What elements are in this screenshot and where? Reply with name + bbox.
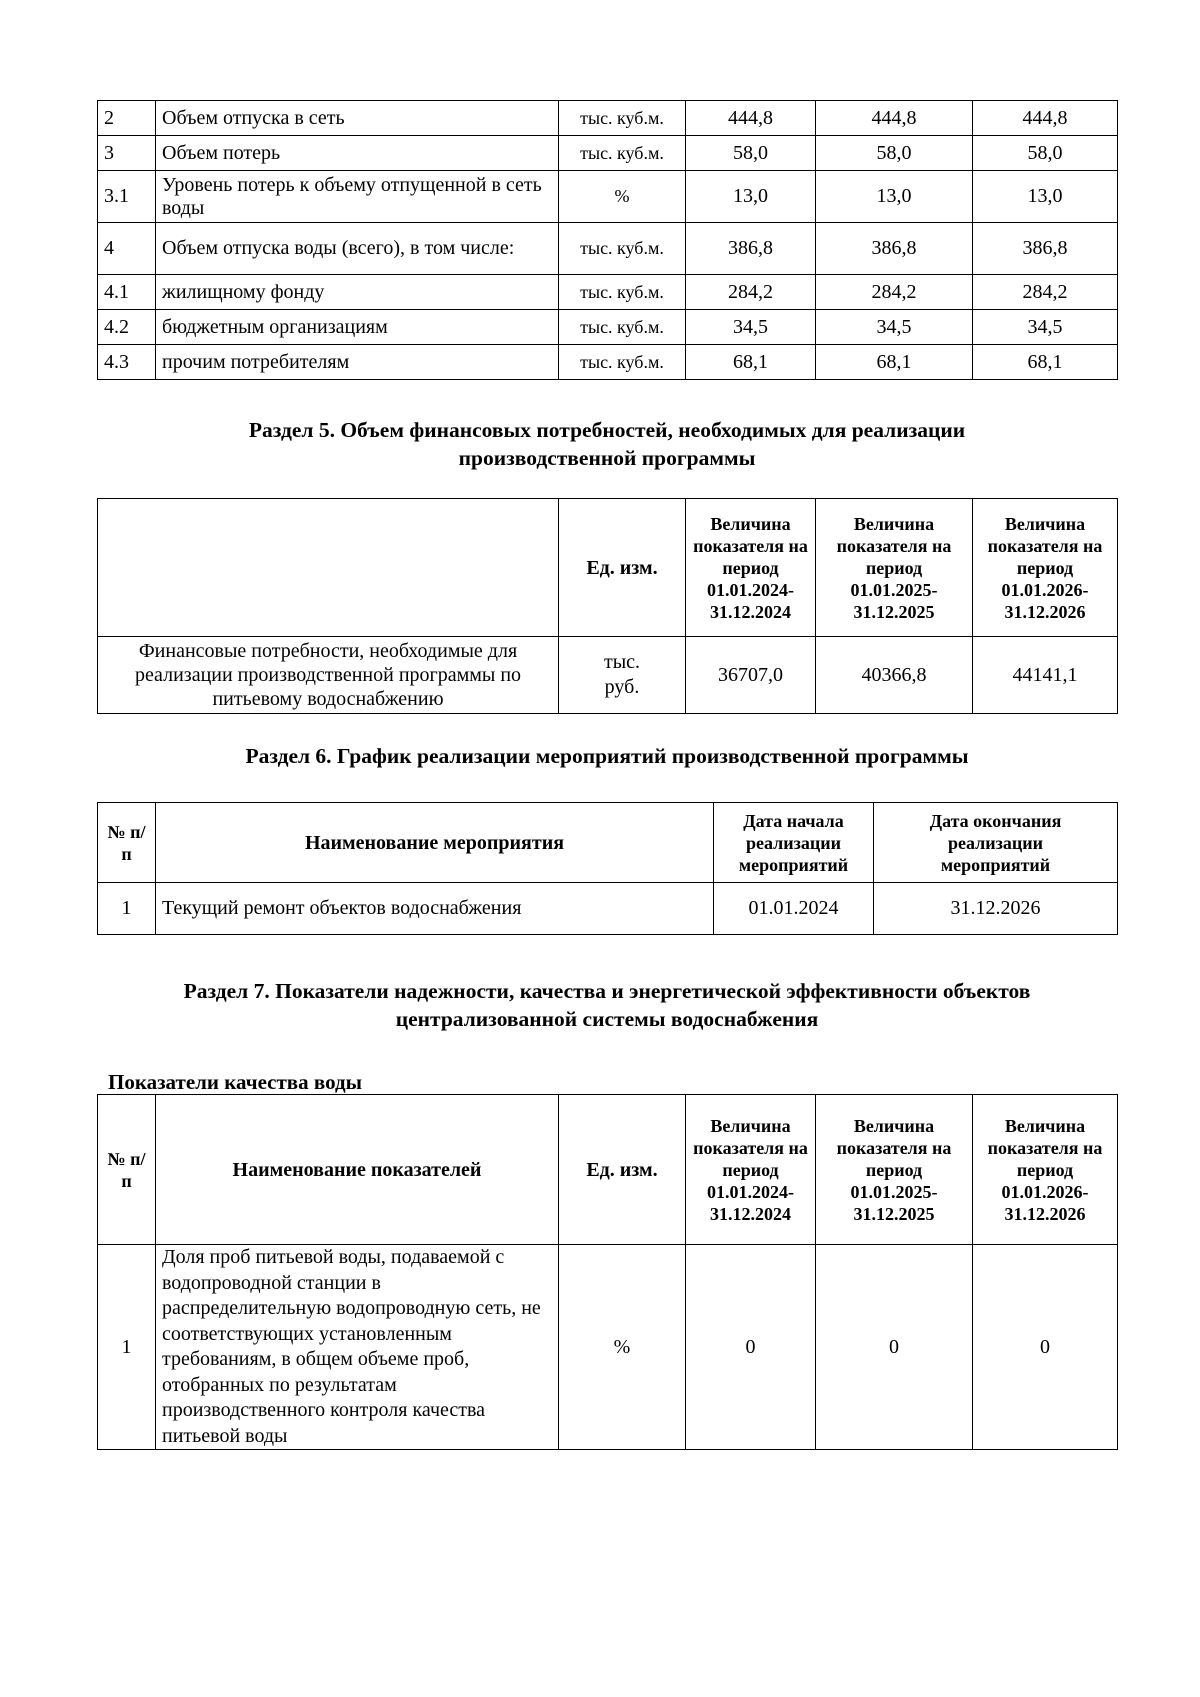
- value-2024: 36707,0: [686, 637, 816, 714]
- value-2024: 58,0: [686, 136, 816, 171]
- row-number: 4: [98, 223, 156, 275]
- value-2025: 34,5: [816, 310, 973, 345]
- start-date: 01.01.2024: [714, 883, 874, 935]
- table-row: [98, 171, 1118, 223]
- number-header: № п/п: [98, 1095, 156, 1245]
- end-date: 31.12.2026: [874, 883, 1118, 935]
- value-2026: 284,2: [973, 275, 1118, 310]
- water-quality-subtitle: Показатели качества воды: [108, 1070, 362, 1094]
- section-7-title: [97, 977, 1117, 1033]
- table-row: [98, 883, 1118, 935]
- row-number: 2: [98, 101, 156, 136]
- financial-needs-unit: тыс. руб.: [559, 637, 686, 714]
- event-name-header: Наименование мероприятия: [156, 803, 714, 883]
- indicator-name-header: Наименование показателей: [156, 1095, 559, 1245]
- unit-header: Ед. изм.: [559, 499, 686, 637]
- period-2026-header: Величина показателя на период 01.01.2026-31.12.2026: [973, 499, 1118, 637]
- row-unit: тыс. куб.м.: [559, 275, 686, 310]
- value-2024: 13,0: [686, 171, 816, 223]
- section-7-title-line-1: Раздел 7. Показатели надежности, качества и энергетической эффективности объектов: [183, 979, 1031, 1003]
- value-2024: 386,8: [686, 223, 816, 275]
- table-header-row: [98, 1095, 1118, 1245]
- period-2025-header: Величина показателя на период 01.01.2025-31.12.2025: [816, 499, 973, 637]
- financial-needs-table: [97, 498, 1118, 714]
- water-volume-table: [97, 100, 1118, 380]
- value-2024: 34,5: [686, 310, 816, 345]
- value-2025: 0: [816, 1245, 973, 1450]
- value-2025: 13,0: [816, 171, 973, 223]
- value-2026: 13,0: [973, 171, 1118, 223]
- row-unit: тыс. куб.м.: [559, 101, 686, 136]
- value-2026: 34,5: [973, 310, 1118, 345]
- table-header-row: [98, 803, 1118, 883]
- row-name: прочим потребителям: [156, 345, 559, 380]
- value-2024: 444,8: [686, 101, 816, 136]
- section-5-title-line-2: производственной программы: [458, 446, 756, 470]
- value-2026: 58,0: [973, 136, 1118, 171]
- row-number: 4.1: [98, 275, 156, 310]
- section-7-title-line-2: централизованной системы водоснабжения: [395, 1007, 819, 1031]
- table-row: [98, 345, 1118, 380]
- row-name: Объем потерь: [156, 136, 559, 171]
- row-number: 1: [98, 1245, 156, 1450]
- value-2025: 40366,8: [816, 637, 973, 714]
- value-2025: 444,8: [816, 101, 973, 136]
- value-2025: 386,8: [816, 223, 973, 275]
- value-2025: 58,0: [816, 136, 973, 171]
- value-2026: 386,8: [973, 223, 1118, 275]
- period-2024-header: Величина показателя на период 01.01.2024-31.12.2024: [686, 499, 816, 637]
- value-2025: 68,1: [816, 345, 973, 380]
- value-2024: 68,1: [686, 345, 816, 380]
- start-date-header: Дата начала реализации мероприятий: [714, 803, 874, 883]
- row-number: 4.2: [98, 310, 156, 345]
- table-row: [98, 637, 1118, 714]
- row-number: 3.1: [98, 171, 156, 223]
- row-unit: тыс. куб.м.: [559, 310, 686, 345]
- table-row: [98, 310, 1118, 345]
- period-2024-header: Величина показателя на период 01.01.2024-31.12.2024: [686, 1095, 816, 1245]
- table-row: [98, 275, 1118, 310]
- section-6-title: Раздел 6. График реализации мероприятий производственной программы: [245, 744, 969, 768]
- row-name: бюджетным организациям: [156, 310, 559, 345]
- row-unit: тыс. куб.м.: [559, 345, 686, 380]
- value-2026: 68,1: [973, 345, 1118, 380]
- period-2025-header: Величина показателя на период 01.01.2025-31.12.2025: [816, 1095, 973, 1245]
- row-name: Объем отпуска воды (всего), в том числе:: [156, 223, 559, 275]
- schedule-table: [97, 802, 1118, 935]
- table-row: [98, 101, 1118, 136]
- unit-header: Ед. изм.: [559, 1095, 686, 1245]
- table-header-row: [98, 499, 1118, 637]
- value-2024: 284,2: [686, 275, 816, 310]
- end-date-header: Дата окончания реализации мероприятий: [874, 803, 1118, 883]
- row-name: Уровень потерь к объему отпущенной в сеть воды: [156, 171, 559, 223]
- empty-header-cell: [98, 499, 559, 637]
- financial-needs-name: Финансовые потребности, необходимые для реализации производственной программы по питьевому водоснабжению: [98, 637, 559, 714]
- table-row: [98, 1245, 1118, 1450]
- indicator-name: Доля проб питьевой воды, подаваемой с водопроводной станции в распределительную водопроводную сеть, не соответствующих установленным требованиям, в общем объеме проб, отобранных по результатам производственного контроля качества питьевой воды: [156, 1245, 559, 1450]
- row-name: Объем отпуска в сеть: [156, 101, 559, 136]
- number-header: № п/п: [98, 803, 156, 883]
- table-row: [98, 136, 1118, 171]
- indicator-unit: %: [559, 1245, 686, 1450]
- section-5-title-line-1: Раздел 5. Объем финансовых потребностей, необходимых для реализации: [248, 418, 966, 442]
- row-unit: тыс. куб.м.: [559, 223, 686, 275]
- value-2025: 284,2: [816, 275, 973, 310]
- value-2026: 444,8: [973, 101, 1118, 136]
- section-5-title: [97, 416, 1117, 472]
- row-number: 3: [98, 136, 156, 171]
- period-2026-header: Величина показателя на период 01.01.2026-31.12.2026: [973, 1095, 1118, 1245]
- event-name: Текущий ремонт объектов водоснабжения: [156, 883, 714, 935]
- row-name: жилищному фонду: [156, 275, 559, 310]
- value-2026: 0: [973, 1245, 1118, 1450]
- value-2026: 44141,1: [973, 637, 1118, 714]
- row-unit: %: [559, 171, 686, 223]
- table-row: [98, 223, 1118, 275]
- row-number: 4.3: [98, 345, 156, 380]
- value-2024: 0: [686, 1245, 816, 1450]
- row-number: 1: [98, 883, 156, 935]
- row-unit: тыс. куб.м.: [559, 136, 686, 171]
- water-quality-table: [97, 1094, 1118, 1450]
